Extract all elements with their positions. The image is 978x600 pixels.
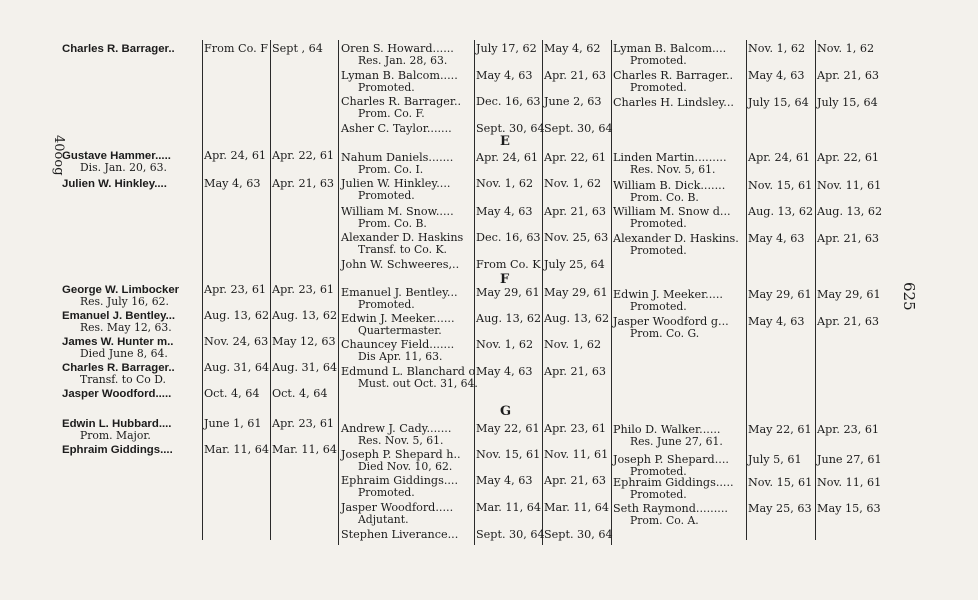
- entry-date-rank: May 4, 63: [748, 232, 805, 245]
- entry-date-muster: Apr. 22, 61: [544, 151, 607, 164]
- entry-date-muster: Apr. 21, 63: [544, 365, 607, 378]
- entry-note: Res. June 27, 61.: [630, 435, 723, 448]
- entry-date-muster: Apr. 21, 63: [272, 177, 335, 190]
- entry-date-muster: Apr. 21, 63: [544, 474, 607, 487]
- entry-date-rank: Aug. 13, 62: [476, 312, 542, 325]
- entry-date-rank: Apr. 24, 61: [204, 149, 267, 162]
- entry-date-rank: Sept. 30, 64: [476, 528, 545, 541]
- entry-name: Edwin J. Meeker......: [341, 312, 455, 325]
- entry-date-muster: May 29, 61: [544, 286, 608, 299]
- entry-name: Jasper Woodford g...: [613, 315, 729, 328]
- entry-name: Seth Raymond.........: [613, 502, 728, 515]
- entry-date-muster: Aug. 31, 64: [272, 361, 338, 374]
- section-letter-e: E: [500, 134, 510, 149]
- entry-note: Promoted.: [358, 189, 415, 202]
- entry-name: Alexander D. Haskins: [341, 231, 464, 244]
- column-rule: [338, 40, 339, 545]
- entry-date-muster: July 25, 64: [544, 258, 605, 271]
- entry-note: Promoted.: [630, 244, 687, 257]
- entry-name: Jasper Woodford.....: [341, 501, 454, 514]
- entry-name: Joseph P. Shepard h..: [341, 448, 461, 461]
- entry-note: Dis. Jan. 20, 63.: [80, 161, 167, 174]
- column-rule: [611, 40, 612, 545]
- entry-date-muster: Sept. 30, 64: [544, 528, 613, 541]
- entry-note: Prom. Co. B.: [358, 217, 427, 230]
- entry-note: Promoted.: [358, 298, 415, 311]
- entry-date-muster: Aug. 13, 62: [544, 312, 610, 325]
- entry-name: Andrew J. Cady.......: [341, 422, 452, 435]
- entry-date-muster: Nov. 1, 62: [544, 177, 602, 190]
- entry-date-rank: Apr. 24, 61: [476, 151, 539, 164]
- entry-note: Res. July 16, 62.: [80, 295, 169, 308]
- entry-name: Julien W. Hinkley....: [62, 178, 167, 190]
- entry-date-muster: Aug. 13, 62: [817, 205, 883, 218]
- entry-date-muster: Nov. 1, 62: [817, 42, 875, 55]
- entry-note: Res. Nov. 5, 61.: [358, 434, 444, 447]
- entry-date-muster: Apr. 22, 61: [817, 151, 880, 164]
- entry-date-rank: May 4, 63: [204, 177, 261, 190]
- entry-date-rank: Nov. 1, 62: [476, 177, 534, 190]
- entry-name: James W. Hunter m..: [62, 336, 174, 348]
- page-number: 625: [900, 282, 918, 311]
- entry-date-muster: Apr. 22, 61: [272, 149, 335, 162]
- entry-note: Promoted.: [630, 81, 687, 94]
- entry-date-muster: May 15, 63: [817, 502, 881, 515]
- entry-note: Prom. Co. F.: [358, 107, 425, 120]
- entry-note: Promoted.: [630, 488, 687, 501]
- entry-date-rank: May 4, 63: [476, 205, 533, 218]
- column-rule: [815, 40, 816, 540]
- entry-date-rank: May 25, 63: [748, 502, 812, 515]
- entry-date-muster: Nov. 25, 63: [544, 231, 609, 244]
- entry-name: Charles R. Barrager..: [341, 95, 462, 108]
- entry-date-muster: Apr. 21, 63: [544, 205, 607, 218]
- entry-note: Died Nov. 10, 62.: [358, 460, 453, 473]
- entry-note: Res. Jan. 28, 63.: [358, 54, 448, 67]
- entry-date-rank: May 4, 63: [476, 474, 533, 487]
- entry-note: Promoted.: [630, 54, 687, 67]
- entry-date-muster: Apr. 23, 61: [817, 423, 880, 436]
- entry-date-muster: Aug. 13, 62: [272, 309, 338, 322]
- entry-name: Jasper Woodford.....: [62, 388, 172, 400]
- column-rule: [474, 40, 475, 545]
- entry-date-rank: May 4, 63: [476, 69, 533, 82]
- entry-date-muster: Apr. 23, 61: [272, 417, 335, 430]
- entry-date-muster: Apr. 21, 63: [817, 69, 880, 82]
- entry-name: Linden Martin.........: [613, 151, 727, 164]
- entry-name: William M. Snow.....: [341, 205, 454, 218]
- entry-note: Died June 8, 64.: [80, 347, 168, 360]
- entry-date-rank: Apr. 24, 61: [748, 151, 811, 164]
- entry-date-rank: Sept. 30, 64: [476, 122, 545, 135]
- entry-date-muster: Nov. 11, 61: [817, 476, 882, 489]
- entry-date-muster: Mar. 11, 64: [544, 501, 609, 514]
- entry-date-rank: Nov. 1, 62: [476, 338, 534, 351]
- entry-date-rank: May 4, 63: [476, 365, 533, 378]
- entry-name: Edwin L. Hubbard....: [62, 418, 172, 430]
- entry-date-rank: Aug. 13, 62: [748, 205, 814, 218]
- entry-date-rank: June 1, 61: [204, 417, 262, 430]
- entry-name: William B. Dick.......: [613, 179, 726, 192]
- entry-name: Lyman B. Balcom.....: [341, 69, 458, 82]
- entry-date-rank: Oct. 4, 64: [204, 387, 260, 400]
- entry-date-rank: July 5, 61: [748, 453, 802, 466]
- entry-date-rank: May 4, 63: [748, 315, 805, 328]
- entry-date-muster: Sept. 30, 64: [544, 122, 613, 135]
- entry-note: Adjutant.: [358, 513, 409, 526]
- entry-date-rank: From Co. F: [204, 42, 268, 55]
- entry-date-muster: May 4, 62: [544, 42, 601, 55]
- entry-note: Must. out Oct. 31, 64.: [358, 377, 478, 390]
- side-mark: 40oog: [51, 135, 66, 176]
- entry-name: Asher C. Taylor.......: [341, 122, 452, 135]
- entry-date-rank: Nov. 1, 62: [748, 42, 806, 55]
- entry-note: Prom. Co. I.: [358, 163, 424, 176]
- entry-name: Philo D. Walker......: [613, 423, 721, 436]
- entry-name: Emanuel J. Bentley...: [341, 286, 458, 299]
- entry-date-rank: Mar. 11, 64: [204, 443, 269, 456]
- entry-date-muster: Apr. 21, 63: [817, 315, 880, 328]
- column-rule: [746, 40, 747, 540]
- entry-date-rank: Nov. 24, 63: [204, 335, 269, 348]
- entry-date-rank: From Co. K: [476, 258, 541, 271]
- entry-note: Prom. Co. G.: [630, 327, 700, 340]
- entry-date-rank: Mar. 11, 64: [476, 501, 541, 514]
- entry-note: Promoted.: [630, 217, 687, 230]
- entry-name: Emanuel J. Bentley...: [62, 310, 176, 322]
- entry-date-muster: June 27, 61: [817, 453, 882, 466]
- entry-date-rank: May 22, 61: [476, 422, 540, 435]
- entry-name: Charles R. Barrager..: [613, 69, 734, 82]
- entry-name: Charles R. Barrager..: [62, 43, 175, 55]
- entry-note: Res. Nov. 5, 61.: [630, 163, 716, 176]
- entry-date-muster: May 12, 63: [272, 335, 336, 348]
- entry-name: Ephraim Giddings....: [341, 474, 459, 487]
- entry-date-rank: May 4, 63: [748, 69, 805, 82]
- entry-name: Stephen Liverance...: [341, 528, 459, 541]
- entry-date-muster: Apr. 23, 61: [272, 283, 335, 296]
- entry-name: William M. Snow d...: [613, 205, 731, 218]
- entry-date-muster: Oct. 4, 64: [272, 387, 328, 400]
- entry-name: Nahum Daniels.......: [341, 151, 454, 164]
- entry-note: Promoted.: [358, 81, 415, 94]
- entry-date-muster: Apr. 21, 63: [544, 69, 607, 82]
- entry-name: Charles H. Lindsley...: [613, 96, 734, 109]
- entry-note: Dis Apr. 11, 63.: [358, 350, 443, 363]
- entry-name: Julien W. Hinkley....: [341, 177, 451, 190]
- entry-note: Prom. Co. A.: [630, 514, 699, 527]
- entry-date-muster: Sept , 64: [272, 42, 323, 55]
- entry-date-rank: Nov. 15, 61: [748, 179, 813, 192]
- entry-note: Transf. to Co D.: [80, 373, 166, 386]
- entry-name: Edwin J. Meeker.....: [613, 288, 723, 301]
- entry-date-rank: July 17, 62: [476, 42, 537, 55]
- entry-date-rank: Nov. 15, 61: [476, 448, 541, 461]
- entry-date-muster: Apr. 23, 61: [544, 422, 607, 435]
- entry-date-rank: July 15, 64: [748, 96, 809, 109]
- entry-name: John W. Schweeres,..: [341, 258, 460, 271]
- entry-date-rank: Aug. 13, 62: [204, 309, 270, 322]
- entry-name: Lyman B. Balcom....: [613, 42, 727, 55]
- column-rule: [542, 40, 543, 545]
- section-letter-f: F: [500, 272, 510, 287]
- entry-date-rank: Apr. 23, 61: [204, 283, 267, 296]
- entry-date-rank: Dec. 16, 63: [476, 231, 541, 244]
- entry-date-muster: Mar. 11, 64: [272, 443, 337, 456]
- entry-name: Edmund L. Blanchard o: [341, 365, 476, 378]
- entry-date-muster: May 29, 61: [817, 288, 881, 301]
- entry-date-muster: Nov. 11, 61: [817, 179, 882, 192]
- entry-note: Prom. Major.: [80, 429, 151, 442]
- entry-name: Oren S. Howard......: [341, 42, 454, 55]
- entry-note: Transf. to Co. K.: [358, 243, 447, 256]
- entry-date-muster: Nov. 11, 61: [544, 448, 609, 461]
- entry-note: Quartermaster.: [358, 324, 442, 337]
- entry-date-rank: May 29, 61: [748, 288, 812, 301]
- entry-name: Alexander D. Haskins.: [613, 232, 739, 245]
- entry-note: Promoted.: [630, 300, 687, 313]
- entry-date-muster: Apr. 21, 63: [817, 232, 880, 245]
- entry-date-muster: June 2, 63: [544, 95, 602, 108]
- entry-note: Prom. Co. B.: [630, 191, 699, 204]
- entry-date-rank: Dec. 16, 63: [476, 95, 541, 108]
- entry-date-muster: Nov. 1, 62: [544, 338, 602, 351]
- entry-name: Ephraim Giddings....: [62, 444, 173, 456]
- entry-name: Chauncey Field.......: [341, 338, 455, 351]
- entry-date-rank: Aug. 31, 64: [204, 361, 270, 374]
- entry-name: George W. Limbocker: [62, 284, 180, 296]
- entry-date-rank: Nov. 15, 61: [748, 476, 813, 489]
- column-rule: [202, 40, 203, 540]
- section-letter-g: G: [500, 404, 512, 419]
- entry-note: Promoted.: [630, 465, 687, 478]
- entry-note: Promoted.: [358, 486, 415, 499]
- entry-name: Charles R. Barrager..: [62, 362, 175, 374]
- entry-date-rank: May 22, 61: [748, 423, 812, 436]
- entry-note: Res. May 12, 63.: [80, 321, 172, 334]
- entry-name: Ephraim Giddings.....: [613, 476, 734, 489]
- entry-date-muster: July 15, 64: [817, 96, 878, 109]
- entry-name: Joseph P. Shepard....: [613, 453, 729, 466]
- column-rule: [270, 40, 271, 540]
- entry-date-rank: May 29, 61: [476, 286, 540, 299]
- entry-name: Gustave Hammer.....: [62, 150, 171, 162]
